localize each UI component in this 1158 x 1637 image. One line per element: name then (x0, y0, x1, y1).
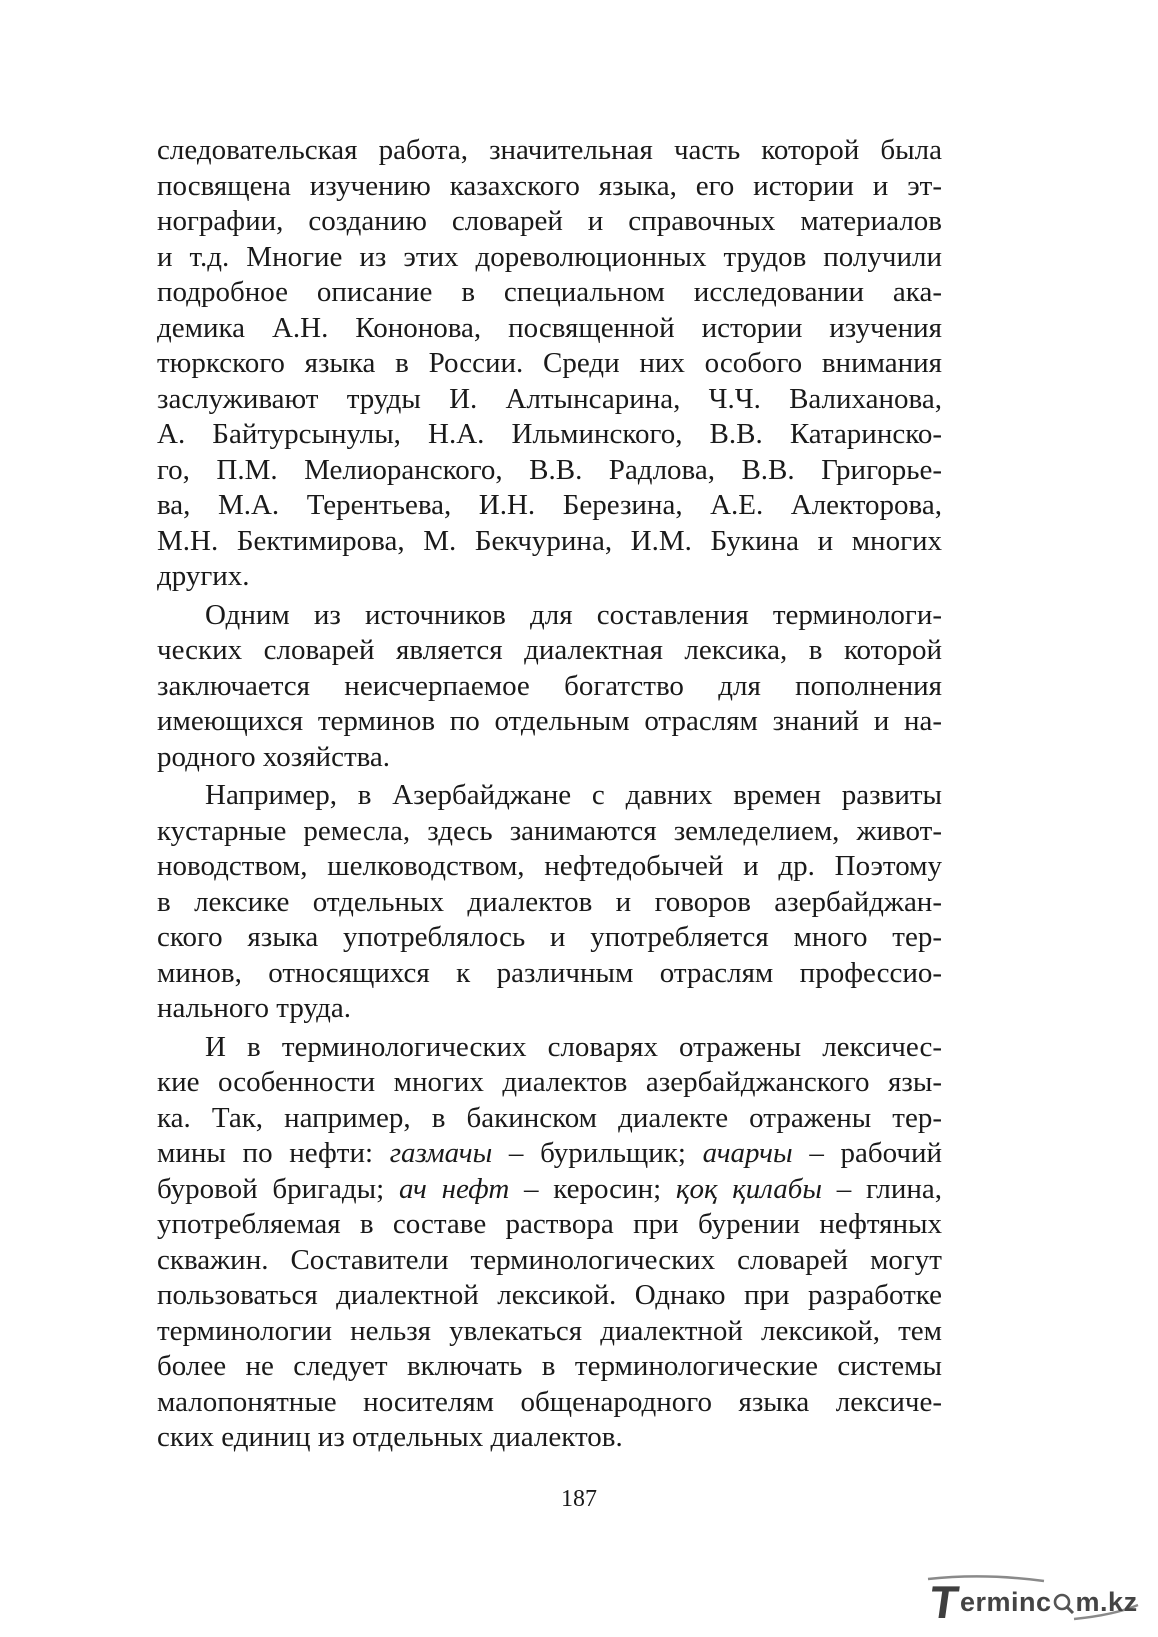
document-body (157, 133, 942, 1459)
text-run: имеющихся терминов по отдельным отраслям знаний и на- (157, 705, 942, 737)
termincom-logo (924, 1575, 1144, 1628)
text-line (157, 778, 942, 814)
text-run: го, П.М. Мелиоранского, В.В. Радлова, В.В. Григорье- (157, 453, 942, 486)
paragraph (157, 778, 942, 1027)
text-run: тюркского языка в России. Среди них особого внимания (157, 347, 942, 379)
text-run: других. (157, 560, 250, 592)
text-line (157, 814, 942, 850)
text-run: заслуживают труды И. Алтынсарина, Ч.Ч. Валиханова, (157, 382, 942, 415)
text-line (157, 991, 942, 1027)
text-line (157, 240, 942, 276)
text-line (157, 382, 942, 418)
text-run: минов, относящихся к различным отраслям профессио- (157, 956, 942, 989)
text-line (157, 1065, 942, 1101)
text-line (157, 1349, 942, 1385)
text-line (157, 1136, 942, 1172)
text-run: нографии, созданию словарей и справочных материалов (157, 205, 942, 237)
text-line (157, 417, 942, 453)
italic-term: ачарчы (702, 1137, 793, 1169)
text-run: ческих словарей является диалектная лексика, в которой (157, 634, 942, 666)
text-line (157, 885, 942, 921)
text-line (157, 204, 942, 240)
text-line (157, 275, 942, 311)
text-line (157, 1278, 942, 1314)
logo-text (960, 1587, 1138, 1618)
text-run: Например, в Азербайджане с давних времен развиты (205, 779, 942, 811)
italic-term: газмачы (389, 1137, 493, 1169)
text-line (157, 633, 942, 669)
text-line (157, 1385, 942, 1421)
text-line (157, 1101, 942, 1137)
text-line (157, 849, 942, 885)
logo-text-part2: m.kz (1075, 1587, 1138, 1617)
text-line (157, 740, 942, 776)
text-line (157, 956, 942, 992)
text-run: заключается неисчерпаемое богатство для пополнения (157, 669, 942, 702)
text-run: ка. Так, например, в бакинском диалекте отражены тер- (157, 1101, 942, 1134)
paragraph (157, 1030, 942, 1456)
text-run: Одним из источников для составления терминологи- (205, 598, 942, 631)
italic-term: ач нефт (398, 1172, 510, 1205)
text-run: И в терминологических словарях отражены лексичес- (205, 1030, 942, 1063)
text-run: – глина, (822, 1172, 942, 1205)
text-line (157, 920, 942, 956)
text-line (157, 1207, 942, 1243)
text-run: в лексике отдельных диалектов и говоров азербайджан- (157, 885, 942, 918)
text-run: пользоваться диалектной лексикой. Однако при разработке (157, 1279, 942, 1311)
text-run: мины по нефти: (157, 1137, 390, 1169)
text-run: посвящена изучению казахского языка, его истории и эт- (157, 169, 942, 202)
text-line (157, 559, 942, 595)
logo-text-part1: erminc (960, 1587, 1052, 1617)
text-run: А. Байтурсынулы, Н.А. Ильминского, В.В. Катаринско- (157, 418, 942, 450)
text-run: – керосин; (509, 1172, 676, 1205)
paragraph (157, 133, 942, 595)
text-line (157, 169, 942, 205)
text-run: малопонятные носителям общенародного языка лексиче- (157, 1385, 942, 1418)
text-line (157, 1243, 942, 1279)
italic-term: қоқ қилабы (675, 1172, 823, 1205)
text-line (157, 488, 942, 524)
text-run: кие особенности многих диалектов азербайджанского язы- (157, 1066, 942, 1098)
text-run: терминологии нельзя увлекаться диалектной лексикой, тем (157, 1314, 942, 1347)
text-line (157, 133, 942, 169)
text-run: и т.д. Многие из этих дореволюционных трудов получили (157, 240, 942, 273)
magnifier-icon (1053, 1590, 1075, 1612)
text-run: кустарные ремесла, здесь занимаются земледелием, живот- (157, 814, 942, 847)
text-line (157, 1030, 942, 1066)
text-run: следовательская работа, значительная часть которой была (157, 134, 942, 166)
text-line (157, 1420, 942, 1456)
text-run: М.Н. Бектимирова, М. Бекчурина, И.М. Букина и многих (157, 524, 942, 557)
text-run: ского языка употреблялось и употребляется много тер- (157, 921, 942, 953)
text-run: подробное описание в специальном исследовании ака- (157, 276, 942, 308)
text-run: ва, М.А. Терентьева, И.Н. Березина, А.Е. Алекторова, (157, 489, 942, 521)
text-run: более не следует включать в терминологические системы (157, 1350, 942, 1382)
paragraph (157, 598, 942, 776)
text-line (157, 669, 942, 705)
text-run: демика А.Н. Кононова, посвященной истории изучения (157, 311, 942, 344)
text-run: – рабочий (792, 1137, 942, 1169)
text-line (157, 453, 942, 489)
text-line (157, 524, 942, 560)
text-line (157, 598, 942, 634)
text-run: родного хозяйства. (157, 740, 391, 773)
text-run: употребляемая в составе раствора при бурении нефтяных (157, 1208, 942, 1240)
text-line (157, 1314, 942, 1350)
text-line (157, 346, 942, 382)
text-run: ских единиц из отдельных диалектов. (157, 1421, 623, 1453)
text-line (157, 704, 942, 740)
page-number: 187 (561, 1486, 597, 1512)
text-run: нального труда. (157, 992, 351, 1024)
text-run: буровой бригады; (157, 1172, 399, 1205)
text-line (157, 311, 942, 347)
text-run: скважин. Составители терминологических словарей могут (157, 1243, 942, 1276)
text-line (157, 1172, 942, 1208)
text-run: – бурильщик; (492, 1137, 703, 1169)
logo-initial: T (926, 1576, 962, 1628)
text-run: новодством, шелководством, нефтедобычей и др. Поэтому (157, 850, 942, 882)
